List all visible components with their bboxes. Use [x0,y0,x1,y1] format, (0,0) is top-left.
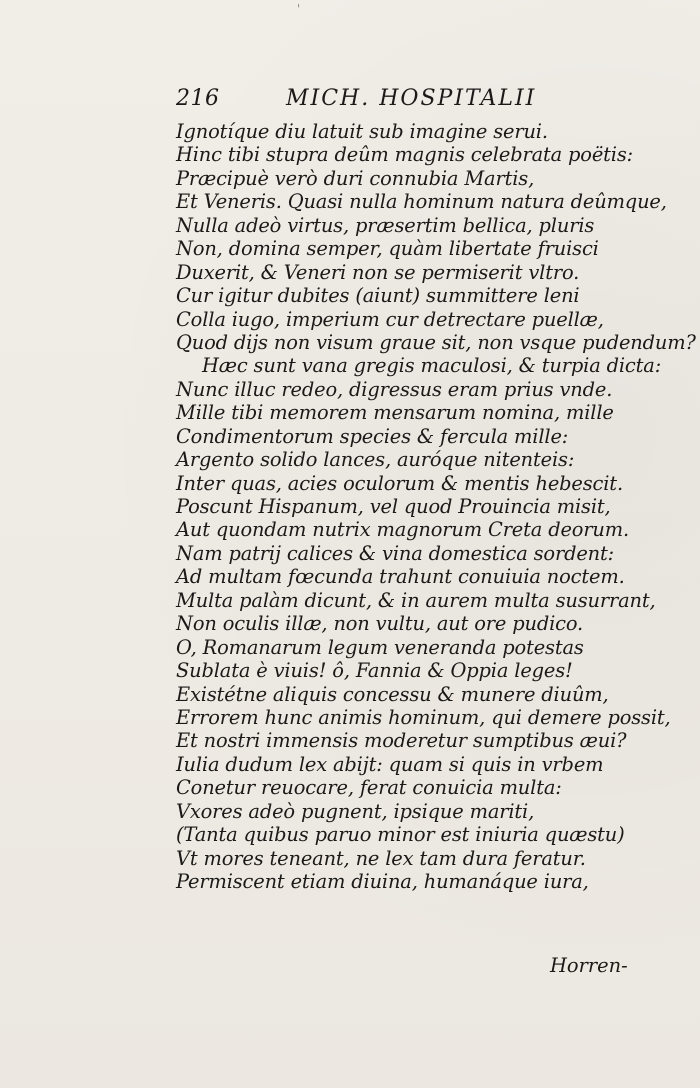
verse-line: Vxores adeò pugnent, ipsique mariti, [176,799,535,823]
page-header [176,86,576,116]
verse-line: Nunc illuc redeo, digressus eram prius vnde. [176,377,613,401]
verse-line: Præcipuè verò duri connubia Martis, [176,166,535,190]
verse-line: Permiscent etiam diuina, humanáque iura, [176,870,589,893]
verse-line: Iulia dudum lex abijt: quam si quis in vrbem [176,752,604,776]
verse-line: Duxerit, & Veneri non se permiserit vltro. [176,260,580,284]
verse-line: Non, domina semper, quàm libertate fruisci [176,237,599,261]
poem-text [176,120,696,893]
verse-line: Quod dijs non visum graue sit, non vsque pudendum? [176,330,696,354]
verse-line: Condimentorum species & fercula mille: [176,424,569,448]
verse-line: Nam patrij calices & vina domestica sordent: [176,541,615,565]
verse-line: Cur igitur dubites (aiunt) summittere leni [176,284,580,308]
verse-line: O, Romanarum legum veneranda potestas [176,635,584,659]
verse-line: Errorem hunc animis hominum, qui demere possit, [176,705,671,729]
page-mark: ' [297,2,301,16]
verse-line: Ad multam fœcunda trahunt conuiuia noctem. [176,565,625,589]
verse-line: Colla iugo, imperium cur detrectare puellæ, [176,307,604,331]
verse-line: Vt mores teneant, ne lex tam dura feratur. [176,846,586,870]
page-number: 216 [176,86,220,111]
running-head: MICH. HOSPITALII [286,86,537,111]
verse-line: Sublata è viuis! ô, Fannia & Oppia leges! [176,659,573,683]
verse-line: Multa palàm dicunt, & in aurem multa susurrant, [176,588,656,612]
verse-line: Conetur reuocare, ferat conuicia multa: [176,776,562,800]
verse-line: (Tanta quibus paruo minor est iniuria quæstu) [176,823,625,847]
verse-line: Argento solido lances, auróque nitenteis: [176,448,575,472]
verse-line: Nulla adeò virtus, præsertim bellica, pluris [176,213,595,237]
verse-line: Et nostri immensis moderetur sumptibus æui? [176,729,627,753]
verse-line: Inter quas, acies oculorum & mentis hebescit. [176,471,623,495]
verse-line: Mille tibi memorem mensarum nomina, mille [176,401,614,425]
verse-line: Ignotíque diu latuit sub imagine serui. [176,120,548,143]
verse-line: Et Veneris. Quasi nulla hominum natura deûmque, [176,190,667,214]
verse-line: Existétne aliquis concessu & munere diuûm, [176,682,609,706]
catchword: Horren- [550,954,628,977]
verse-line: Non oculis illæ, non vultu, aut ore pudico. [176,612,584,636]
verse-line: Poscunt Hispanum, vel quod Prouincia misit, [176,495,611,518]
verse-line: Hinc tibi stupra deûm magnis celebrata poëtis: [176,143,634,167]
verse-line: Hæc sunt vana gregis maculosi, & turpia dicta: [202,354,662,378]
verse-line: Aut quondam nutrix magnorum Creta deorum. [176,518,630,542]
